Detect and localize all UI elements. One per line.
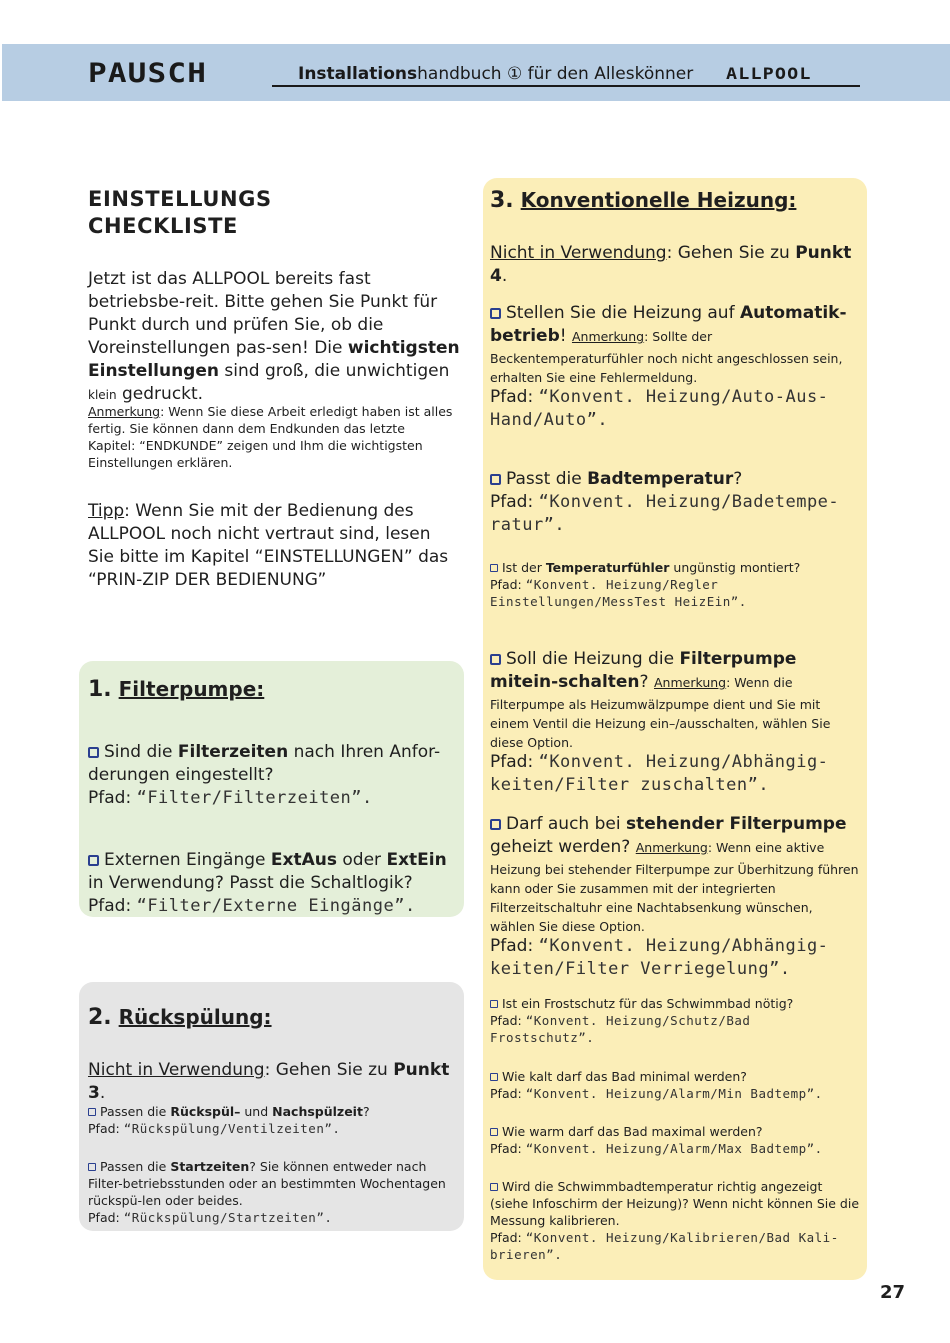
path-value: “Konvent. Heizung/Auto-Aus-Hand/Auto”. [490, 387, 829, 430]
item-text: Passen die [100, 1159, 171, 1174]
item-bold: ExtAus [270, 850, 337, 870]
intro-small: klein [88, 388, 117, 402]
section-3-heading [490, 188, 796, 213]
unused-text: : Gehen Sie zu [666, 243, 796, 263]
checklist-item-externe-eingaenge [88, 849, 460, 918]
item-bold: Automatik-betrieb [490, 303, 847, 346]
checklist-item-min-badtemp [490, 1068, 860, 1102]
path-value: “Rückspülung/Startzeiten”. [123, 1210, 333, 1225]
item-text: Wird die Schwimmbadtemperatur richtig angezeigt (siehe Infoschirm der Heizung)? Wenn nicht können Sie die Messung kalibrieren. [490, 1179, 860, 1228]
item-bold: Temperaturfühler [545, 560, 670, 575]
item-bold: Badtemperatur [587, 469, 734, 489]
note-label: Anmerkung [88, 404, 161, 419]
unused-bold: Punkt 3 [88, 1060, 450, 1103]
unused-label: Nicht in Verwendung [88, 1060, 265, 1080]
section-2-unused-note: Nicht in Verwendung: Gehen Sie zu Punkt 3. [88, 1060, 450, 1103]
tipp-text: : Wenn Sie mit der Bedienung des ALLPOOL noch nicht vertraut sind, lesen Sie bitte im Kapitel “EINSTELLUNGEN” das “PRIN-ZIP DER BEDIENUNG” [88, 501, 449, 590]
path-label: Pfad: [490, 1013, 526, 1028]
item-text: ungünstig montiert? [669, 560, 801, 575]
note-text: : Wenn die Filterpumpe als Heizumwälzpumpe dient und Sie mit einem Ventil die Heizung ein–/ausschalten, wählen Sie diese Option. [490, 675, 831, 750]
checklist-item-frostschutz [490, 995, 860, 1046]
tipp-label: Tipp [88, 501, 125, 521]
path-label: Pfad: [490, 1230, 526, 1245]
checkbox-icon[interactable] [490, 308, 501, 319]
section-3-title: Konventionelle Heizung: [520, 188, 797, 212]
path-label: Pfad: [490, 752, 539, 772]
checkbox-icon[interactable] [490, 1000, 498, 1008]
section-1-number: 1. [88, 677, 112, 702]
path-label: Pfad: [490, 387, 539, 407]
path-value: “Filter/Externe Eingänge”. [136, 896, 416, 916]
checkbox-icon[interactable] [490, 654, 501, 665]
item-text: Soll die Heizung die [506, 649, 680, 669]
item-bold: stehender Filterpumpe [625, 814, 847, 834]
section-1-title: Filterpumpe: [118, 677, 265, 701]
path-label: Pfad: [490, 577, 526, 592]
note-label: Anmerkung [571, 329, 645, 344]
checklist-item-spuelzeiten [88, 1103, 458, 1137]
path-label: Pfad: [490, 1141, 526, 1156]
checklist-item-max-badtemp [490, 1123, 860, 1157]
note-text: : Wenn Sie diese Arbeit erledigt haben ist alles fertig. Sie können dann dem Endkunden das letzte Kapitel: “ENDKUNDE” zeigen und Ihm die wichtigsten Einstellungen erklären. [88, 404, 453, 470]
note-label: Anmerkung [635, 840, 708, 855]
note-label: Anmerkung [653, 675, 727, 690]
item-text: ! [559, 326, 572, 346]
checklist-item-kalibrieren [490, 1178, 860, 1263]
checklist-item-filterzeiten [88, 741, 458, 810]
pausch-logo: PAUSCH [88, 58, 208, 89]
path-label: Pfad: [490, 492, 539, 512]
path-label: Pfad: [88, 896, 137, 916]
path-value: “Konvent. Heizung/Abhängig-keiten/Filter zuschalten”. [490, 752, 829, 795]
intro-paragraph [88, 268, 460, 407]
unused-label: Nicht in Verwendung [490, 243, 667, 263]
page-title [88, 186, 272, 240]
checklist-item-temperaturfuehler [490, 559, 860, 610]
header-title-bold: Installations [298, 64, 418, 84]
section-3-number: 3. [490, 188, 514, 213]
item-text: nach Ihren Anfor-derungen eingestellt? [88, 742, 441, 785]
item-bold: Startzeiten [170, 1159, 250, 1174]
item-text: und [240, 1104, 273, 1119]
item-text: in Verwendung? Passt die Schaltlogik? [88, 873, 413, 893]
checkbox-icon[interactable] [88, 855, 99, 866]
item-text: Sind die [104, 742, 178, 762]
path-label: Pfad: [88, 1210, 124, 1225]
item-text: oder [337, 850, 387, 870]
item-bold: Nachspülzeit [272, 1104, 363, 1119]
item-text: ? [733, 469, 743, 489]
intro-text-2: sind groß, die unwichtigen [218, 361, 450, 381]
checkbox-icon[interactable] [88, 1108, 96, 1116]
item-text: Wie kalt darf das Bad minimal werden? [502, 1069, 747, 1084]
unused-text: : Gehen Sie zu [264, 1060, 394, 1080]
path-value: “Konvent. Heizung/Alarm/Min Badtemp”. [525, 1086, 823, 1101]
unused-bold: Punkt 4 [490, 243, 852, 286]
item-text: ? [639, 672, 654, 692]
path-value: “Konvent. Heizung/Regler Einstellungen/MessTest HeizEin”. [490, 577, 747, 609]
header-title-rest: handbuch ① für den Alleskönner [417, 64, 694, 84]
checklist-item-badtemperatur [490, 468, 860, 537]
path-value: “Rückspülung/Ventilzeiten”. [123, 1121, 341, 1136]
checklist-item-stehende-filterpumpe [490, 813, 860, 981]
note-paragraph [88, 403, 456, 471]
intro-text-3: gedruckt. [116, 384, 204, 404]
item-text: Passt die [506, 469, 588, 489]
note-text: : Sollte der Beckentemperaturfühler noch nicht angeschlossen sein, erhalten Sie eine Fehlermeldung. [490, 329, 843, 385]
item-bold: Filterzeiten [177, 742, 289, 762]
section-2-number: 2. [88, 1005, 112, 1030]
checkbox-icon[interactable] [490, 1128, 498, 1136]
path-value: “Konvent. Heizung/Kalibrieren/Bad Kali-brieren”. [490, 1230, 839, 1262]
path-value: “Konvent. Heizung/Badetempe-ratur”. [490, 492, 840, 535]
path-label: Pfad: [88, 788, 137, 808]
intro-bold: wichtigsten Einstellungen [88, 338, 460, 381]
item-text: Ist der [502, 560, 546, 575]
section-2-heading [88, 1005, 272, 1030]
section-1-heading [88, 677, 264, 702]
item-bold: Rückspül– [170, 1104, 241, 1119]
path-label: Pfad: [490, 1086, 526, 1101]
item-text: geheizt werden? [490, 837, 636, 857]
checkbox-icon[interactable] [490, 474, 501, 485]
checkbox-icon[interactable] [490, 819, 501, 830]
checklist-item-automatikbetrieb [490, 302, 860, 432]
item-text: Passen die [100, 1104, 171, 1119]
item-bold: ExtEin [386, 850, 447, 870]
checkbox-icon[interactable] [88, 747, 99, 758]
path-label: Pfad: [490, 936, 539, 956]
header-title [298, 64, 693, 84]
header-underline [272, 85, 860, 87]
checklist-item-startzeiten [88, 1158, 458, 1226]
checkbox-icon[interactable] [88, 1163, 96, 1171]
item-text: Externen Eingänge [104, 850, 271, 870]
checkbox-icon[interactable] [490, 1073, 498, 1081]
note-text: : Wenn eine aktive Heizung bei stehender Filterpumpe zur Überhitzung führen kann oder Sie zusammen mit der integrierten Filterzeitschaltuhr eine Nachtabsenkung wünschen, wählen Sie diese Option. [490, 840, 859, 934]
section-3-unused-note: Nicht in Verwendung: Gehen Sie zu Punkt 4. [490, 243, 852, 286]
section-2-title: Rückspülung: [118, 1005, 272, 1029]
item-text: ? [362, 1104, 370, 1119]
checkbox-icon[interactable] [490, 1183, 498, 1191]
path-value: “Filter/Filterzeiten”. [136, 788, 373, 808]
checkbox-icon[interactable] [490, 564, 498, 572]
path-value: “Konvent. Heizung/Schutz/Bad Frostschutz”. [490, 1013, 751, 1045]
item-text: Darf auch bei [506, 814, 626, 834]
intro-text-1: Jetzt ist das ALLPOOL bereits fast betriebsbe-reit. Bitte gehen Sie Punkt für Punkt durch und prüfen Sie, ob die Voreinstellungen pas-sen! Die [88, 269, 438, 358]
allpool-logo: ALLPOOL [726, 64, 812, 83]
path-value: “Konvent. Heizung/Abhängig-keiten/Filter Verriegelung”. [490, 936, 829, 979]
path-label: Pfad: [88, 1121, 124, 1136]
item-text: Stellen Sie die Heizung auf [506, 303, 740, 323]
item-text: Wie warm darf das Bad maximal werden? [502, 1124, 763, 1139]
page-title-line1: EINSTELLUNGS [88, 187, 272, 211]
page-title-line2: CHECKLISTE [88, 214, 239, 238]
item-bold: Filterpumpe mitein-schalten [490, 649, 797, 692]
checklist-item-filterpumpe-mitschalten [490, 648, 860, 797]
item-text: ? Sie können entweder nach Filter-betriebsstunden oder an bestimmten Wochentagen rückspü-len oder beides. [88, 1159, 446, 1208]
path-value: “Konvent. Heizung/Alarm/Max Badtemp”. [525, 1141, 823, 1156]
tipp-paragraph [88, 500, 460, 592]
item-text: Ist ein Frostschutz für das Schwimmbad nötig? [502, 996, 794, 1011]
page-number: 27 [880, 1282, 906, 1303]
